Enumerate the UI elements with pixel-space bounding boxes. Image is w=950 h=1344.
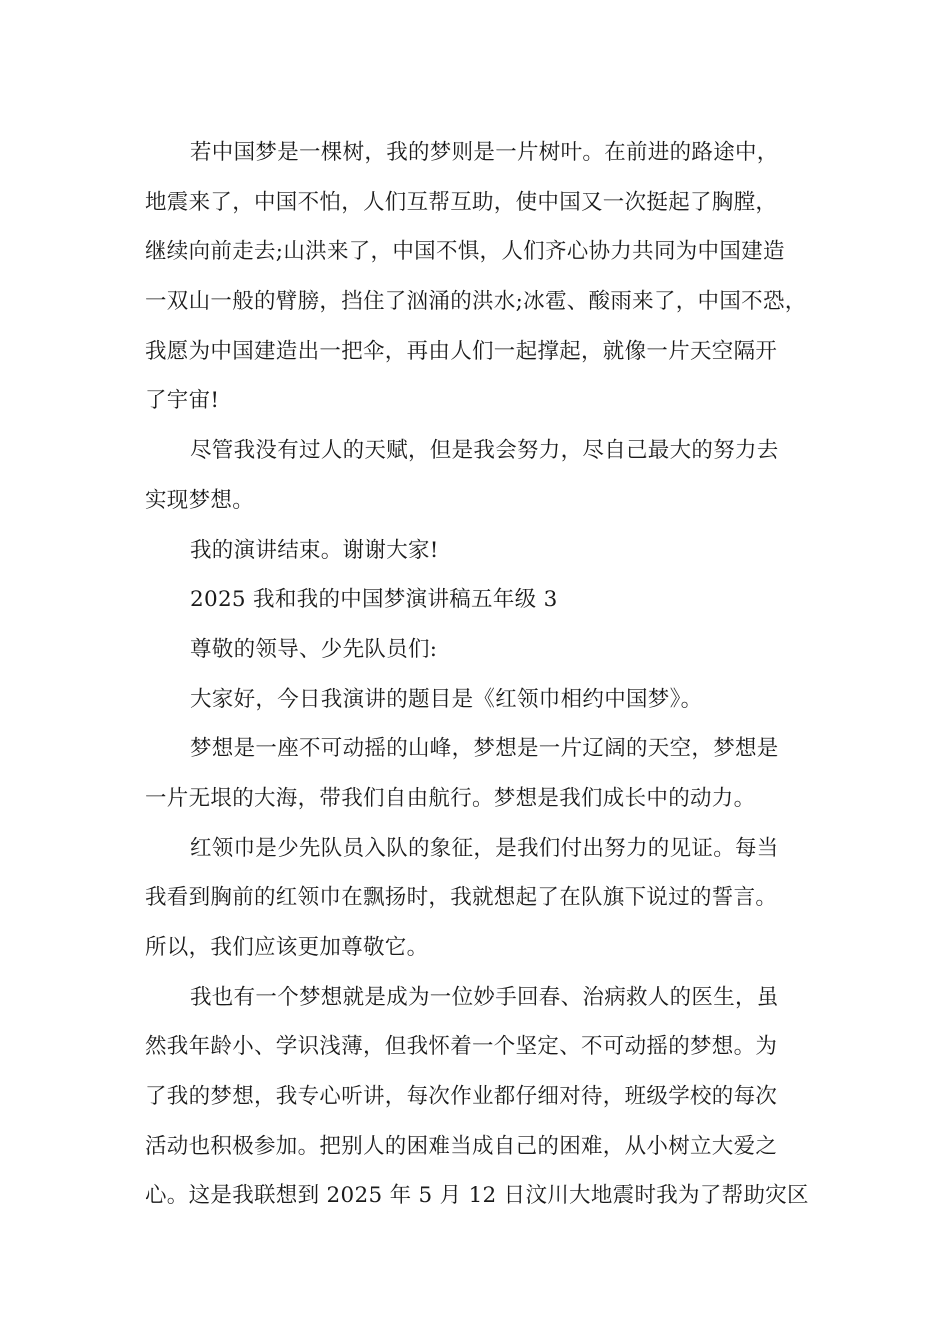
paragraph-first-line: 尊敬的领导、少先队员们: — [190, 636, 438, 662]
paragraph-line: 我愿为中国建造出一把伞，再由人们一起撑起，就像一片天空隔开 — [145, 338, 778, 364]
paragraph-first-line: 2025 我和我的中国梦演讲稿五年级 3 — [190, 587, 558, 613]
paragraph-first-line: 梦想是一座不可动摇的山峰，梦想是一片辽阔的天空，梦想是 — [190, 736, 779, 762]
document-body — [145, 128, 825, 1221]
paragraph-line: 活动也积极参加。把别人的困难当成自己的困难，从小树立大爱之 — [145, 1133, 778, 1159]
paragraph-line: 了宇宙! — [145, 388, 220, 414]
paragraph-first-line: 我的演讲结束。谢谢大家! — [190, 537, 439, 563]
paragraph-line: 实现梦想。 — [145, 487, 255, 513]
paragraph-line: 一片无垠的大海，带我们自由航行。梦想是我们成长中的动力。 — [145, 785, 756, 811]
paragraph-first-line: 红领巾是少先队员入队的象征，是我们付出努力的见证。每当 — [190, 835, 779, 861]
paragraph-line: 然我年龄小、学识浅薄，但我怀着一个坚定、不可动摇的梦想。为 — [145, 1034, 778, 1060]
paragraph-first-line: 尽管我没有过人的天赋，但是我会努力，尽自己最大的努力去 — [190, 438, 779, 464]
paragraph-line: 了我的梦想，我专心听讲，每次作业都仔细对待，班级学校的每次 — [145, 1084, 778, 1110]
paragraph-line: 地震来了，中国不怕，人们互帮互助，使中国又一次挺起了胸膛， — [145, 189, 778, 215]
paragraph-line: 所以，我们应该更加尊敬它。 — [145, 935, 429, 960]
paragraph-first-line: 大家好，今日我演讲的题目是《红领巾相约中国梦》。 — [190, 686, 703, 712]
paragraph-line: 我看到胸前的红领巾在飘扬时，我就想起了在队旗下说过的誓言。 — [145, 885, 778, 911]
paragraph-line: 心。这是我联想到 2025 年 5 月 12 日汶川大地震时我为了帮助灾区 — [145, 1183, 809, 1209]
paragraph-line: 继续向前走去;山洪来了，中国不惧，人们齐心协力共同为中国建造 — [145, 239, 785, 265]
paragraph-first-line: 我也有一个梦想就是成为一位妙手回春、治病救人的医生，虽 — [190, 984, 779, 1010]
paragraph-line: 一双山一般的臂膀，挡住了汹涌的洪水;冰雹、酸雨来了，中国不恐， — [145, 289, 807, 315]
paragraph-first-line: 若中国梦是一棵树，我的梦则是一片树叶。在前进的路途中， — [190, 140, 779, 165]
